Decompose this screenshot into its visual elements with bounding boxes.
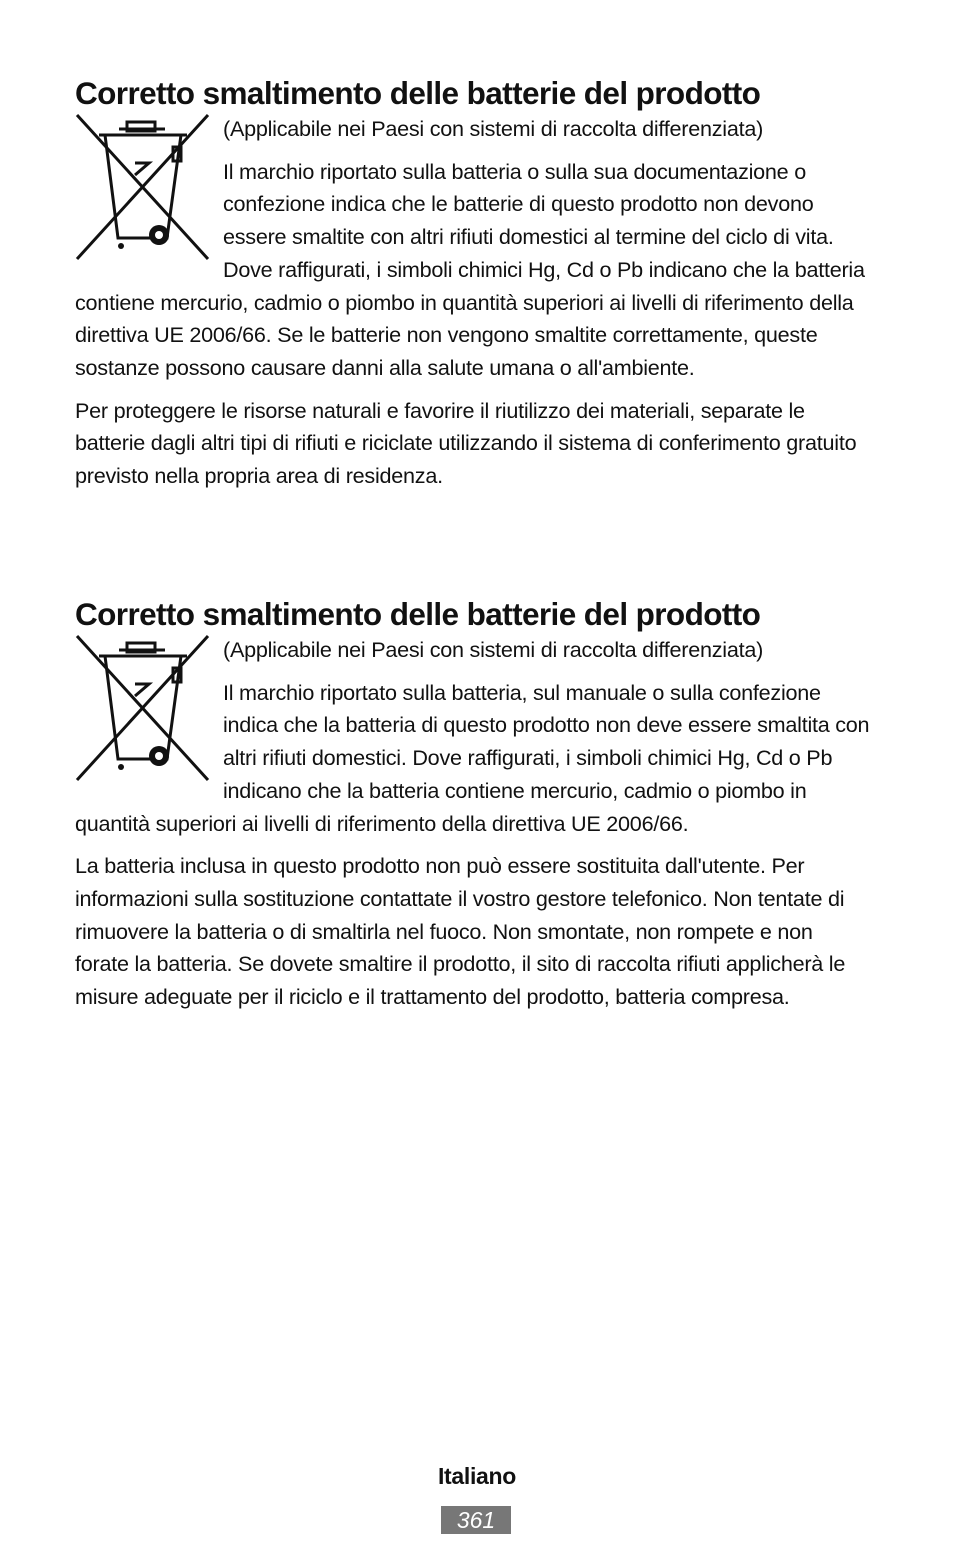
crossed-out-wheelie-bin-icon <box>75 113 215 273</box>
applicability-note: (Applicabile nei Paesi con sistemi di raccolta differenziata) <box>223 637 764 662</box>
paragraph: Per proteggere le risorse naturali e favorire il riutilizzo dei materiali, separate le batterie dagli altri tipi di rifiuti e riciclate utilizzando il sistema di conferimento gratuito previsto nella propria area di residenza. <box>75 397 857 489</box>
page-number: 361 <box>441 1506 511 1534</box>
applicability-note: (Applicabile nei Paesi con sistemi di raccolta differenziata) <box>223 116 764 141</box>
section-title: Corretto smaltimento delle batterie del prodotto <box>75 596 761 632</box>
section-title: Corretto smaltimento delle batterie del prodotto <box>75 75 761 111</box>
section-battery-disposal-1 <box>75 73 870 493</box>
crossed-out-wheelie-bin-icon <box>75 634 215 794</box>
section-battery-disposal-2 <box>75 594 870 1014</box>
paragraph: Il marchio riportato sulla batteria, sul manuale o sulla confezione indica che la batteria di questo prodotto non deve essere smaltita con altri rifiuti domestici. Dove raffigurati, i simboli chimici Hg, Cd o Pb indicano che la batteria contiene mercurio, cadmio o piombo in quantità superiori ai livelli di riferimento della direttiva UE 2006/66. <box>75 679 870 836</box>
paragraph: Il marchio riportato sulla batteria o sulla sua documentazione o confezione indica che le batterie di questo prodotto non devono essere smaltite con altri rifiuti domestici al termine del ciclo di vita. Dove raffigurati, i simboli chimici Hg, Cd o Pb indicano che la batteria contiene mercurio, cadmio o piombo in quantità superiori ai livelli di riferimento della direttiva UE 2006/66. Se le batterie non vengono smaltite correttamente, queste sostanze possono causare danni alla salute umana o all'ambiente. <box>75 158 865 380</box>
footer-language: Italiano <box>437 1463 517 1489</box>
paragraph: La batteria inclusa in questo prodotto non può essere sostituita dall'utente. Per informazioni sulla sostituzione contattate il vostro gestore telefonico. Non tentate di rimuovere la batteria o di smaltirla nel fuoco. Non smontate, non rompete e non forate la batteria. Se dovete smaltire il prodotto, il sito di raccolta rifiuti applicherà le misure adeguate per il riciclo e il trattamento del prodotto, batteria compresa. <box>75 853 846 1010</box>
